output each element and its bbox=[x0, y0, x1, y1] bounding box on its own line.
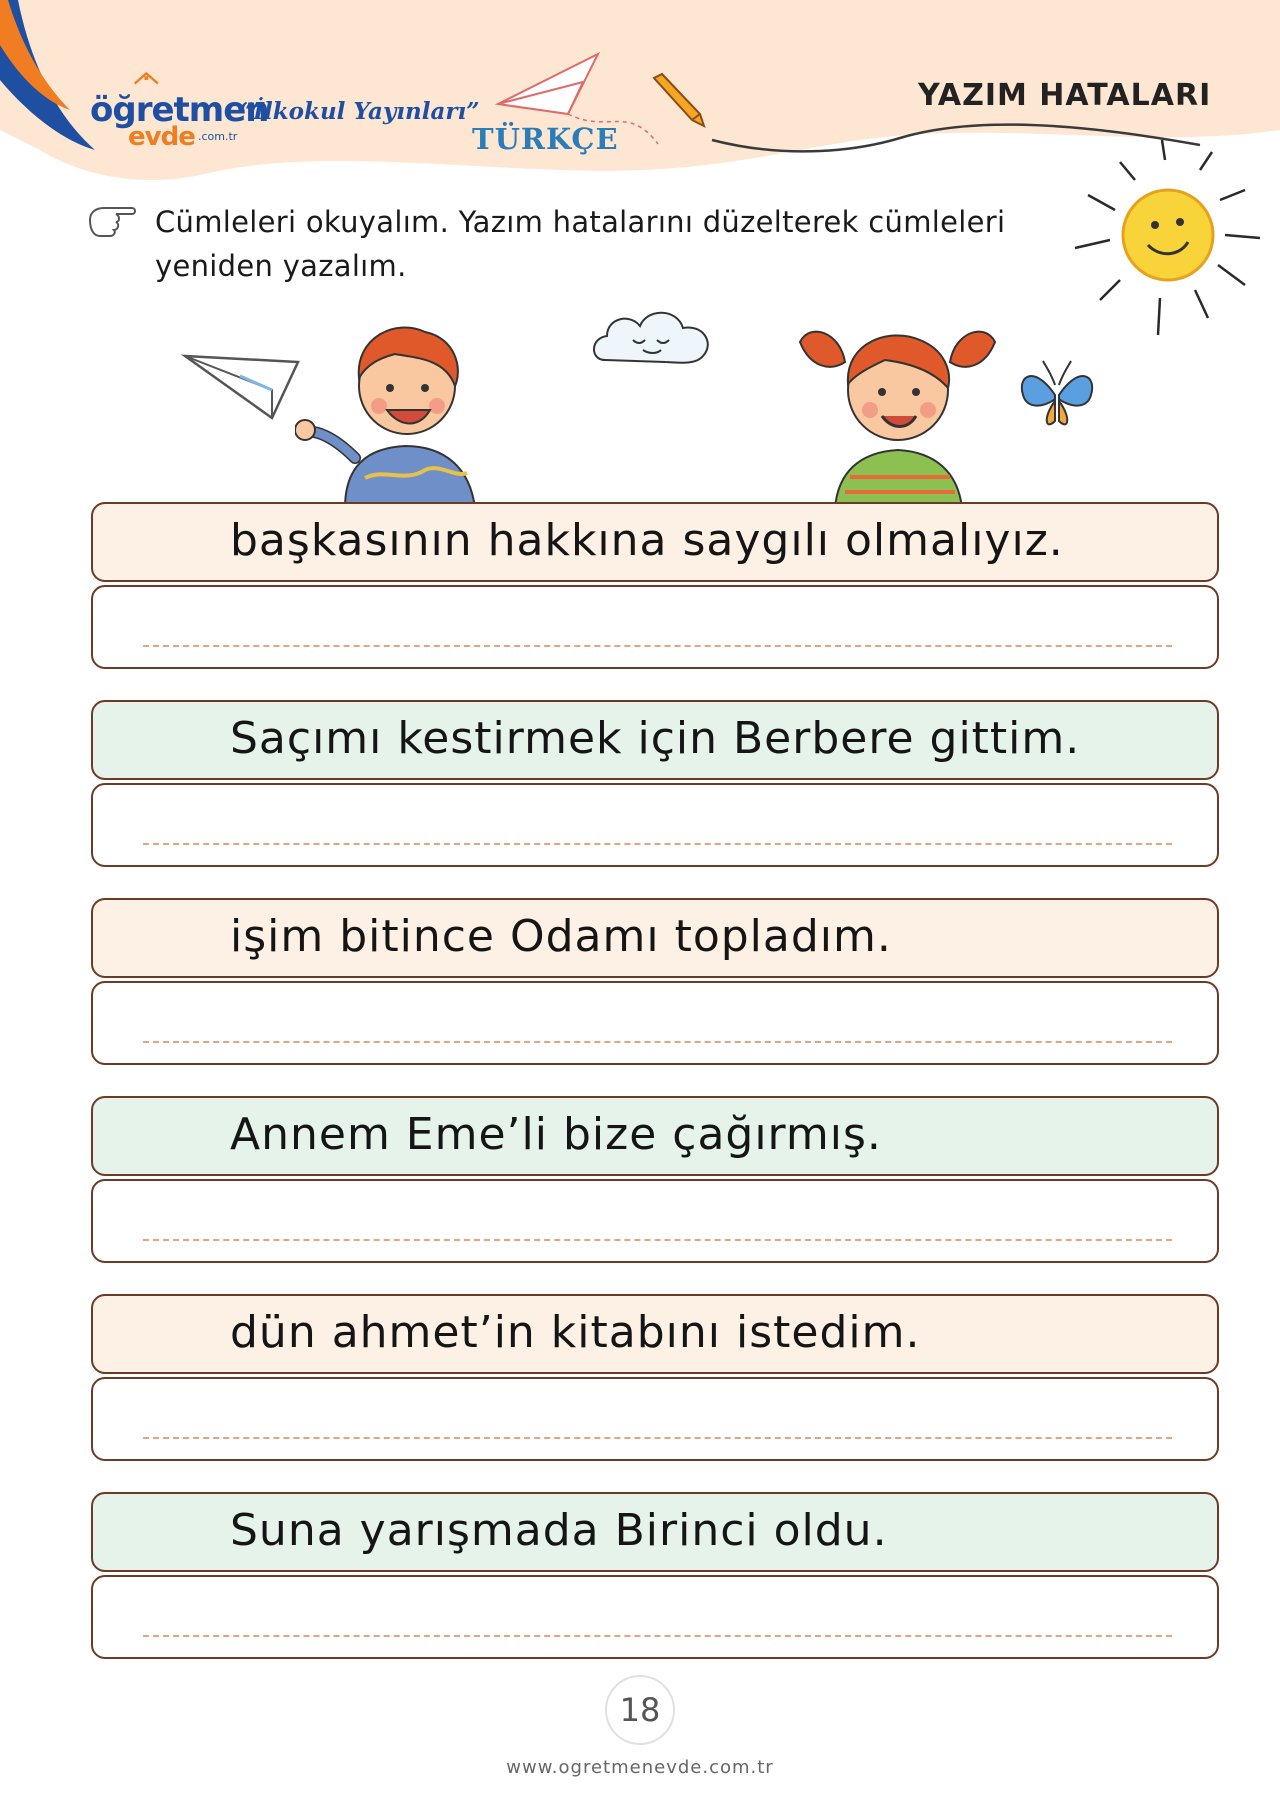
cloud-icon bbox=[585, 298, 720, 378]
sentence-text: işim bitince Odamı topladım. bbox=[230, 911, 892, 962]
sentence-text: Saçımı kestirmek için Berbere gittim. bbox=[230, 713, 1081, 764]
sentence-box bbox=[91, 700, 1219, 780]
exercise-1 bbox=[91, 502, 1219, 669]
answer-field[interactable] bbox=[91, 783, 1219, 867]
exercise-5 bbox=[91, 1294, 1219, 1461]
sentence-text: dün ahmet’in kitabını istedim. bbox=[230, 1307, 921, 1358]
answer-field[interactable] bbox=[91, 981, 1219, 1065]
answer-field[interactable] bbox=[91, 1179, 1219, 1263]
sentence-box bbox=[91, 898, 1219, 978]
writing-line bbox=[143, 1635, 1172, 1637]
topic-title: YAZIM HATALARI bbox=[918, 78, 1212, 113]
girl-illustration bbox=[790, 312, 1005, 508]
sentence-text: Annem Eme’li bize çağırmış. bbox=[230, 1109, 882, 1160]
pointing-hand-icon bbox=[86, 200, 138, 240]
sentence-text: Suna yarışmada Birinci oldu. bbox=[230, 1505, 888, 1556]
publisher-name: “İlkokul Yayınları” bbox=[240, 98, 480, 125]
instruction-text: Cümleleri okuyalım. Yazım hatalarını düzelterek cümleleri yeniden yazalım. bbox=[155, 205, 1006, 283]
sun-icon bbox=[1060, 140, 1270, 340]
subject-title: TÜRKÇE bbox=[472, 122, 619, 156]
butterfly-icon bbox=[1015, 355, 1100, 435]
sentence-box bbox=[91, 1492, 1219, 1572]
writing-line bbox=[143, 1437, 1172, 1439]
writing-line bbox=[143, 1041, 1172, 1043]
answer-field[interactable] bbox=[91, 1575, 1219, 1659]
writing-line bbox=[143, 843, 1172, 845]
logo-wordmark: öğretmen bbox=[90, 90, 269, 130]
paper-plane-icon bbox=[180, 348, 305, 428]
boy-illustration bbox=[295, 318, 505, 508]
page-number-text: 18 bbox=[619, 1691, 661, 1729]
footer-url: www.ogretmenevde.com.tr bbox=[506, 1757, 774, 1778]
page-number bbox=[605, 1675, 675, 1745]
answer-field[interactable] bbox=[91, 585, 1219, 669]
exercise-3 bbox=[91, 898, 1219, 1065]
writing-line bbox=[143, 645, 1172, 647]
sentence-box bbox=[91, 1096, 1219, 1176]
logo-subword: evde bbox=[128, 122, 195, 152]
logo-domain: .com.tr bbox=[198, 130, 238, 143]
sentence-text: başkasının hakkına saygılı olmalıyız. bbox=[230, 515, 1064, 566]
writing-line bbox=[143, 1239, 1172, 1241]
exercise-2 bbox=[91, 700, 1219, 867]
exercise-4 bbox=[91, 1096, 1219, 1263]
sentence-box bbox=[91, 502, 1219, 582]
sentence-box bbox=[91, 1294, 1219, 1374]
answer-field[interactable] bbox=[91, 1377, 1219, 1461]
pencil-icon bbox=[648, 70, 708, 130]
exercise-6 bbox=[91, 1492, 1219, 1659]
